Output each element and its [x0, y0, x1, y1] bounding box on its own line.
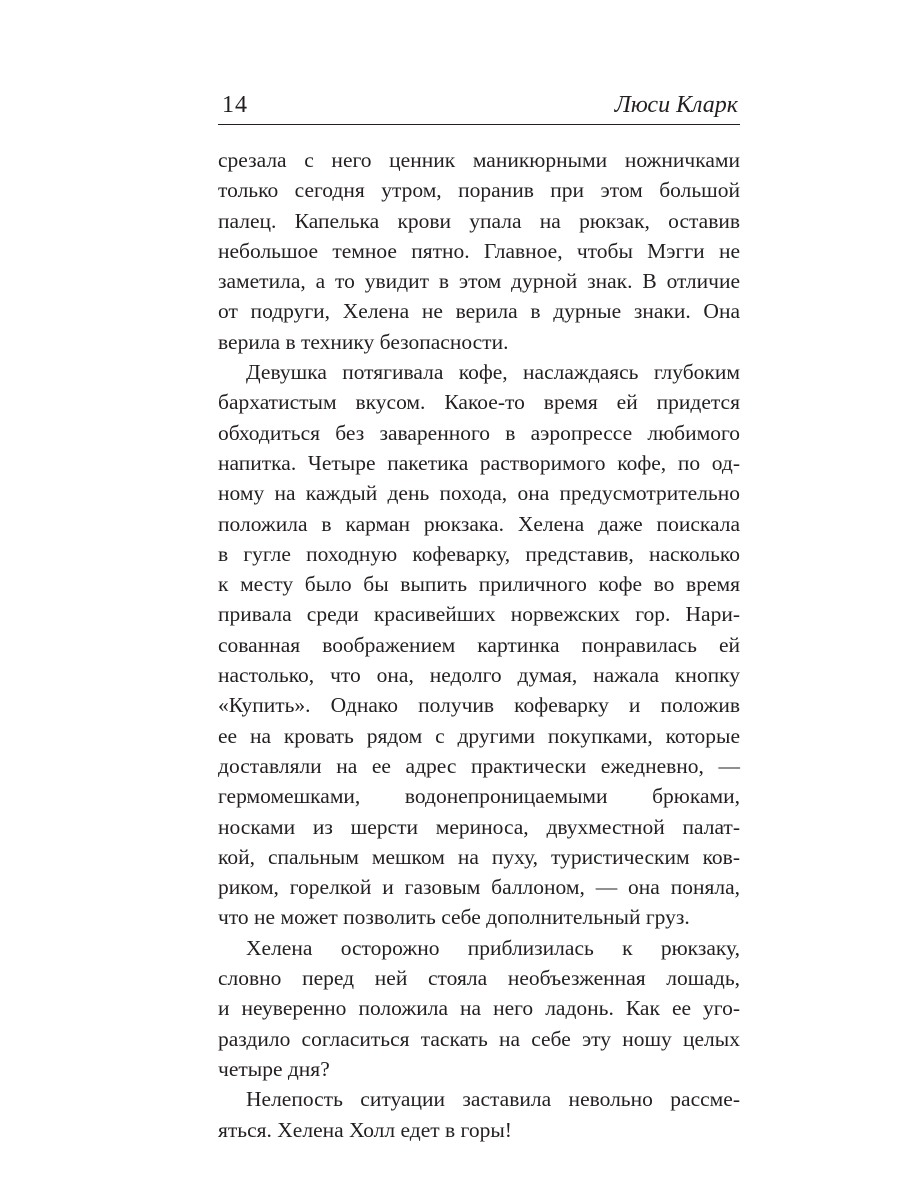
running-title: Люси Кларк [614, 92, 738, 118]
paragraph-4 [218, 1084, 740, 1145]
text-line: кой, спальным мешком на пуху, туристическим ков- [218, 844, 740, 869]
text-line: в гугле походную кофеварку, представив, насколько [218, 541, 740, 566]
text-line: обходиться без заваренного в аэропрессе любимого [218, 420, 740, 445]
text-line: что не может позволить себе дополнительный груз. [218, 905, 690, 930]
text-line: напитка. Четыре пакетика растворимого кофе, по од- [218, 450, 740, 475]
paragraph-2 [218, 357, 740, 933]
text-line: четыре дня? [218, 1056, 330, 1081]
text-line: Хелена осторожно приблизилась к рюкзаку, [246, 935, 740, 960]
text-line: сованная воображением картинка понравилась ей [218, 632, 740, 657]
text-line: небольшое темное пятно. Главное, чтобы Мэгги не [218, 238, 740, 263]
text-line: палец. Капелька крови упала на рюкзак, оставив [218, 208, 740, 233]
text-line: раздило согласиться таскать на себе эту ношу целых [218, 1026, 740, 1051]
text-line: заметила, а то увидит в этом дурной знак. В отличие [218, 269, 740, 294]
text-line: от подруги, Хелена не верила в дурные знаки. Она [218, 299, 740, 324]
text-line: гермомешками, водонепроницаемыми брюками, [218, 784, 740, 809]
text-line: бархатистым вкусом. Какое-то время ей придется [218, 390, 740, 415]
text-line: к месту было бы выпить приличного кофе во время [218, 572, 740, 597]
text-line: привала среди красивейших норвежских гор. Нари- [218, 602, 740, 627]
header-rule [218, 124, 740, 125]
text-line: срезала с него ценник маникюрными ножничками [218, 148, 740, 172]
text-line: Нелепость ситуации заставила невольно рассме- [246, 1087, 740, 1112]
paragraph-3 [218, 933, 740, 1084]
text-line: только сегодня утром, поранив при этом большой [218, 178, 740, 203]
text-line: словно перед ней стояла необъезженная лошадь, [218, 966, 740, 991]
body-text [218, 145, 740, 1145]
text-line: яться. Хелена Холл едет в горы! [218, 1117, 512, 1142]
text-line: ее на кровать рядом с другими покупками, которые [218, 723, 740, 748]
text-line: «Купить». Однако получив кофеварку и положив [218, 693, 740, 718]
text-line: доставляли на ее адрес практически ежедневно, — [218, 753, 740, 778]
text-line: и неуверенно положила на него ладонь. Как ее уго- [218, 996, 740, 1021]
text-line: ному на каждый день похода, она предусмотрительно [218, 481, 740, 506]
running-header [218, 88, 740, 124]
text-line: настолько, что она, недолго думая, нажала кнопку [218, 663, 740, 688]
paragraph-1 [218, 145, 740, 357]
text-line: носками из шерсти мериноса, двухместной палат- [218, 814, 740, 839]
text-line: Девушка потягивала кофе, наслаждаясь глубоким [246, 360, 740, 385]
text-line: положила в карман рюкзака. Хелена даже поискала [218, 511, 740, 536]
text-line: верила в технику безопасности. [218, 329, 509, 354]
page-number: 14 [222, 92, 248, 118]
text-line: риком, горелкой и газовым баллоном, — она поняла, [218, 875, 740, 900]
